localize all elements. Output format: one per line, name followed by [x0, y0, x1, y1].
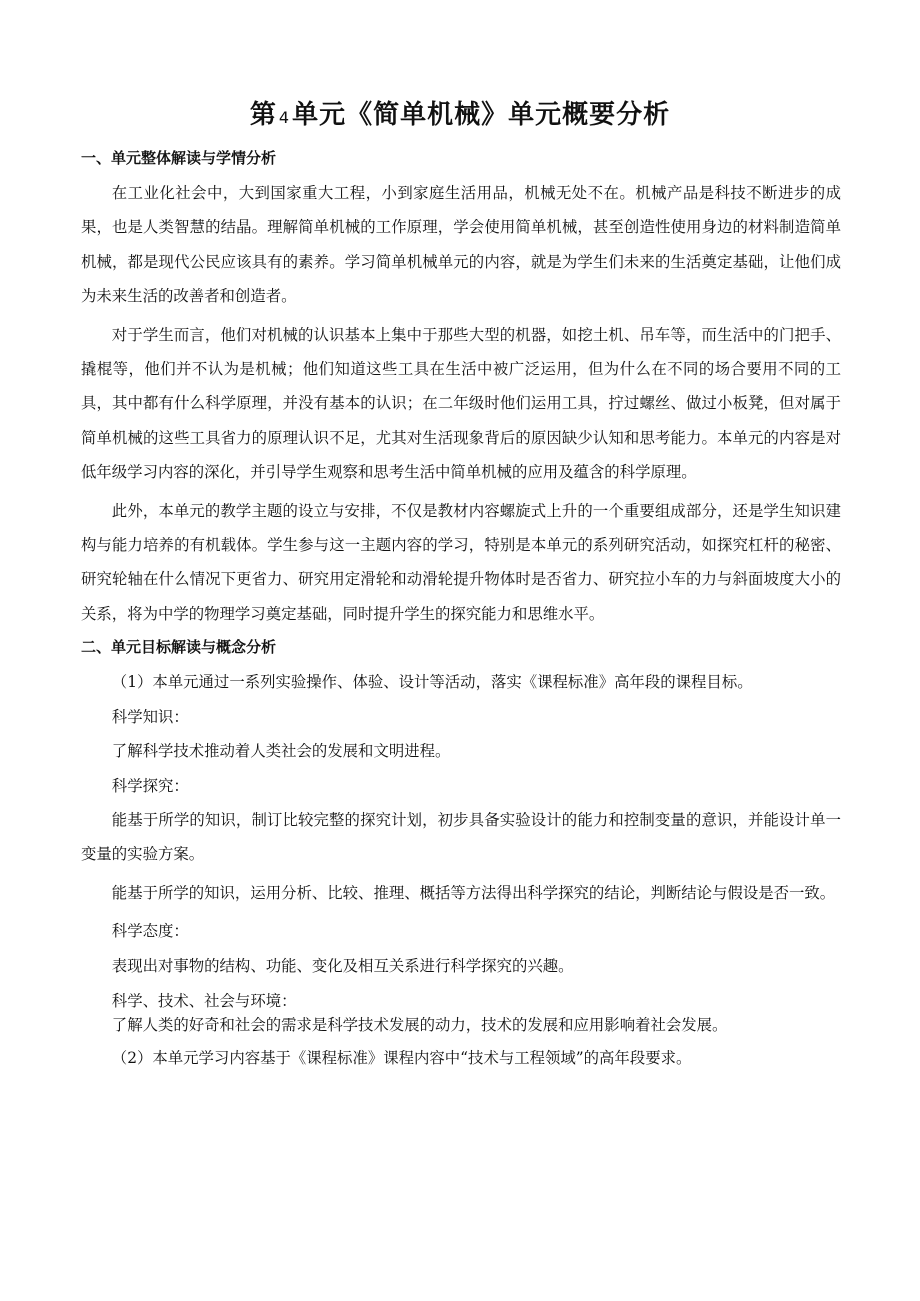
sts-text: 了解人类的好奇和社会的需求是科学技术发展的动力，技术的发展和应用影响着社会发展。	[111, 1015, 728, 1034]
science-attitude-text: 表现出对事物的结构、功能、变化及相互关系进行科学探究的兴趣。	[111, 956, 574, 975]
section-2-item-1: （1）本单元通过一系列实验操作、体验、设计等活动，落实《课程标准》高年段的课程目标。	[111, 673, 753, 692]
section-2-heading: 二、单元目标解读与概念分析	[81, 638, 277, 657]
science-knowledge-text: 了解科学技术推动着人类社会的发展和文明进程。	[111, 742, 451, 761]
sts-label: 科学、技术、社会与环境：	[111, 991, 297, 1010]
section-1-paragraph-1: 在工业化社会中，大到国家重大工程，小到家庭生活用品，机械无处不在。机械产品是科技不断进步的成果，也是人类智慧的结晶。理解简单机械的工作原理，学会使用简单机械，甚至创造性使用身边的材料制造简单机械，都是现代公民应该具有的素养。学习简单机械单元的内容，就是为学生们未来的生活奠定基础，让他们成为未来生活的改善者和创造者。	[81, 184, 841, 306]
title-prefix: 第	[249, 100, 277, 130]
science-knowledge-label: 科学知识：	[111, 707, 189, 726]
section-1-heading: 一、单元整体解读与学情分析	[81, 149, 277, 167]
science-inquiry-text-2: 能基于所学的知识，运用分析、比较、推理、概括等方法得出科学探究的结论，判断结论与假设是否一致。	[111, 883, 836, 902]
section-2-item-2: （2）本单元学习内容基于《课程标准》课程内容中“技术与工程领域”的高年段要求。	[111, 1048, 692, 1067]
title-suffix: 单元《简单机械》单元概要分析	[292, 100, 671, 130]
science-attitude-label: 科学态度：	[111, 922, 189, 941]
document-body	[81, 146, 841, 1075]
section-1-paragraph-3: 此外，本单元的教学主题的设立与安排，不仅是教材内容螺旋式上升的一个重要组成部分，还是学生知识建构与能力培养的有机载体。学生参与这一主题内容的学习，特别是本单元的系列研究活动，如探究杠杆的秘密、研究轮轴在什么情况下更省力、研究用定滑轮和动滑轮提升物体时是否省力、研究拉小车的力与斜面坡度大小的关系，将为中学的物理学习奠定基础，同时提升学生的探究能力和思维水平。	[81, 501, 841, 623]
science-inquiry-label: 科学探究：	[111, 776, 189, 795]
document-title	[0, 94, 920, 131]
title-unit-number: 4	[278, 108, 291, 127]
science-inquiry-text-1: 能基于所学的知识，制订比较完整的探究计划，初步具备实验设计的能力和控制变量的意识，并能设计单一变量的实验方案。	[81, 810, 841, 864]
section-1-paragraph-2: 对于学生而言，他们对机械的认识基本上集中于那些大型的机器，如挖土机、吊车等，而生活中的门把手、撬棍等，他们并不认为是机械；他们知道这些工具在生活中被广泛运用，但为什么在不同的场合要用不同的工具，其中都有什么科学原理，并没有基本的认识；在二年级时他们运用工具，拧过螺丝、做过小板凳，但对属于简单机械的这些工具省力的原理认识不足，尤其对生活现象背后的原因缺少认知和思考能力。本单元的内容是对低年级学习内容的深化，并引导学生观察和思考生活中简单机械的应用及蕴含的科学原理。	[81, 325, 841, 482]
